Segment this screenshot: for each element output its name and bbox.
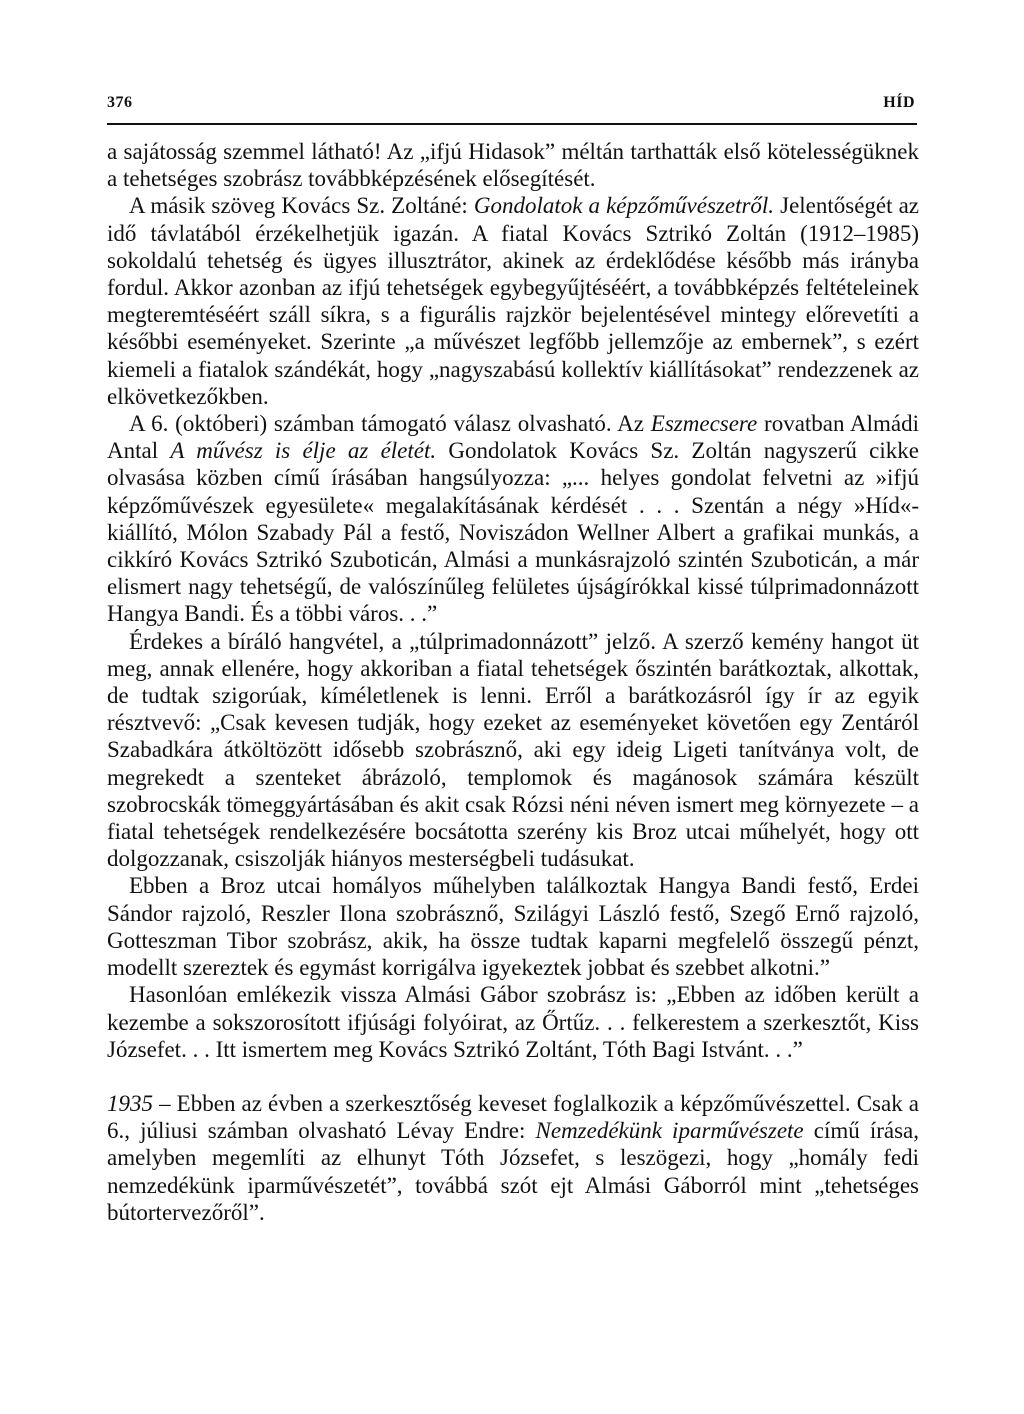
italic-text: Nemzedékünk iparművészete bbox=[535, 1118, 804, 1144]
paragraph bbox=[107, 192, 919, 410]
text-run: című írása, amelyben megemlíti az elhunyt Tóth Józsefet, s leszögezi, hogy „homály fedi nemzedékünk iparművészetét”, továbbá szót ejt Almási Gáborról mint „tehetséges bútortervezőről”. bbox=[107, 1118, 919, 1225]
italic-text: Eszmecsere bbox=[650, 411, 758, 437]
page-number: 376 bbox=[107, 94, 133, 111]
paragraph bbox=[107, 872, 919, 981]
text-run: Gondolatok Kovács Sz. Zoltán nagyszerű cikke olvasása közben című írásában hangsúlyozza: „... helyes gondolat felvetni az »ifjú képzőművészek egyesülete« megalakításának kérdését . . . Szentán a négy »Híd«-kiállító, Mólon Szabady Pál a festő, Noviszádon Wellner Albert a grafikai munkás, a cikkíró Kovács Sztrikó Szuboticán, Almási a munkásrajzoló szintén Szuboticán, a már elismert nagy tehetségű, de valószínűleg felületes újságírókkal kissé túlprimadonnázott Hangya Bandi. És a többi város. . .” bbox=[107, 438, 919, 627]
italic-text: A művész is élje az életét. bbox=[170, 438, 437, 464]
header-rule bbox=[107, 123, 917, 125]
running-header bbox=[107, 94, 915, 112]
text-run: rovatban Almádi Antal bbox=[107, 411, 920, 464]
section-paragraph bbox=[107, 1090, 919, 1226]
text-run: Érdekes a bíráló hangvétel, a „túlprimadonnázott” jelző. A szerző kemény hangot üt meg, annak ellenére, hogy akkoriban a fiatal tehetségek őszintén barátkoztak, alkottak, de tudtak szigorúak, kíméletlenek is lenni. Erről a barátkozásról így ír az egyik résztvevő: „Csak kevesen tudják, hogy ezeket az eseményeket követően egy Zentáról Szabadkára átköltözött idősebb szobrásznő, aki egy ideig Ligeti tanítványa volt, de megrekedt a szenteket ábrázoló, templomok és magánosok számára készült szobrocskák tömeggyártásában és akit csak Rózsi néni néven ismert meg környezete – a fiatal tehetségek rendelkezésére bocsátotta szerény kis Broz utcai műhelyét, hogy ott dolgozzanak, csiszolják hiányos mesterségbeli tudásukat. bbox=[107, 628, 919, 872]
paragraph bbox=[107, 981, 919, 1063]
body-text bbox=[107, 138, 919, 1226]
italic-text: Gondolatok a képzőművészetről. bbox=[473, 193, 775, 219]
paragraph bbox=[107, 410, 919, 628]
text-run: Hasonlóan emlékezik vissza Almási Gábor szobrász is: „Ebben az időben került a kezembe a sokszorosított ifjúsági folyóirat, az Őrtűz. . . felkerestem a szerkesztőt, Kiss Józsefet. . . Itt ismertem meg Kovács Sztrikó Zoltánt, Tóth Bagi Istvánt. . .” bbox=[107, 982, 919, 1062]
text-run: – Ebben az évben a szerkesztőség keveset foglalkozik a képzőművészettel. Csak a 6., júliusi számban olvasható Lévay Endre: bbox=[107, 1090, 919, 1144]
paragraph bbox=[107, 628, 919, 873]
text-run: Jelentőségét az idő távlatából érzékelhetjük igazán. A fiatal Kovács Sztrikó Zoltán (1912–1985) sokoldalú tehetség és ügyes illusztrátor, akinek az érdeklődése később más irányba fordul. Akkor azonban az ifjú tehetségek egybegyűjtéséért, a továbbképzés feltételeinek megteremtéséért száll síkra, s a figurális rajzkör bejelentésével mintegy előrevetíti a későbbi eseményeket. Szerinte „a művészet legfőbb jellemzője az embernek”, s ezért kiemeli a fiatalok szándékát, hogy „nagyszabású kollektív kiállításokat” rendezzenek az elkövetkezőkben. bbox=[107, 193, 919, 409]
italic-text: 1935 bbox=[107, 1090, 153, 1116]
paragraph bbox=[107, 138, 919, 192]
text-run: A másik szöveg Kovács Sz. Zoltáné: bbox=[129, 193, 474, 219]
journal-title: HÍD bbox=[883, 94, 915, 111]
text-run: A 6. (októberi) számban támogató válasz olvasható. Az bbox=[129, 411, 651, 437]
text-run: a sajátosság szemmel látható! Az „ifjú Hidasok” méltán tarthatták első kötelességüknek a tehetséges szobrász továbbképzésének elősegítését. bbox=[107, 139, 919, 192]
text-run: Ebben a Broz utcai homályos műhelyben találkoztak Hangya Bandi festő, Erdei Sándor rajzoló, Reszler Ilona szobrásznő, Szilágyi László festő, Szegő Ernő rajzoló, Gotteszman Tibor szobrász, akik, ha össze tudtak kaparni megfelelő összegű pénzt, modellt szereztek és egymást korrigálva igyekeztek jobbat és szebbet alkotni.” bbox=[107, 873, 919, 981]
